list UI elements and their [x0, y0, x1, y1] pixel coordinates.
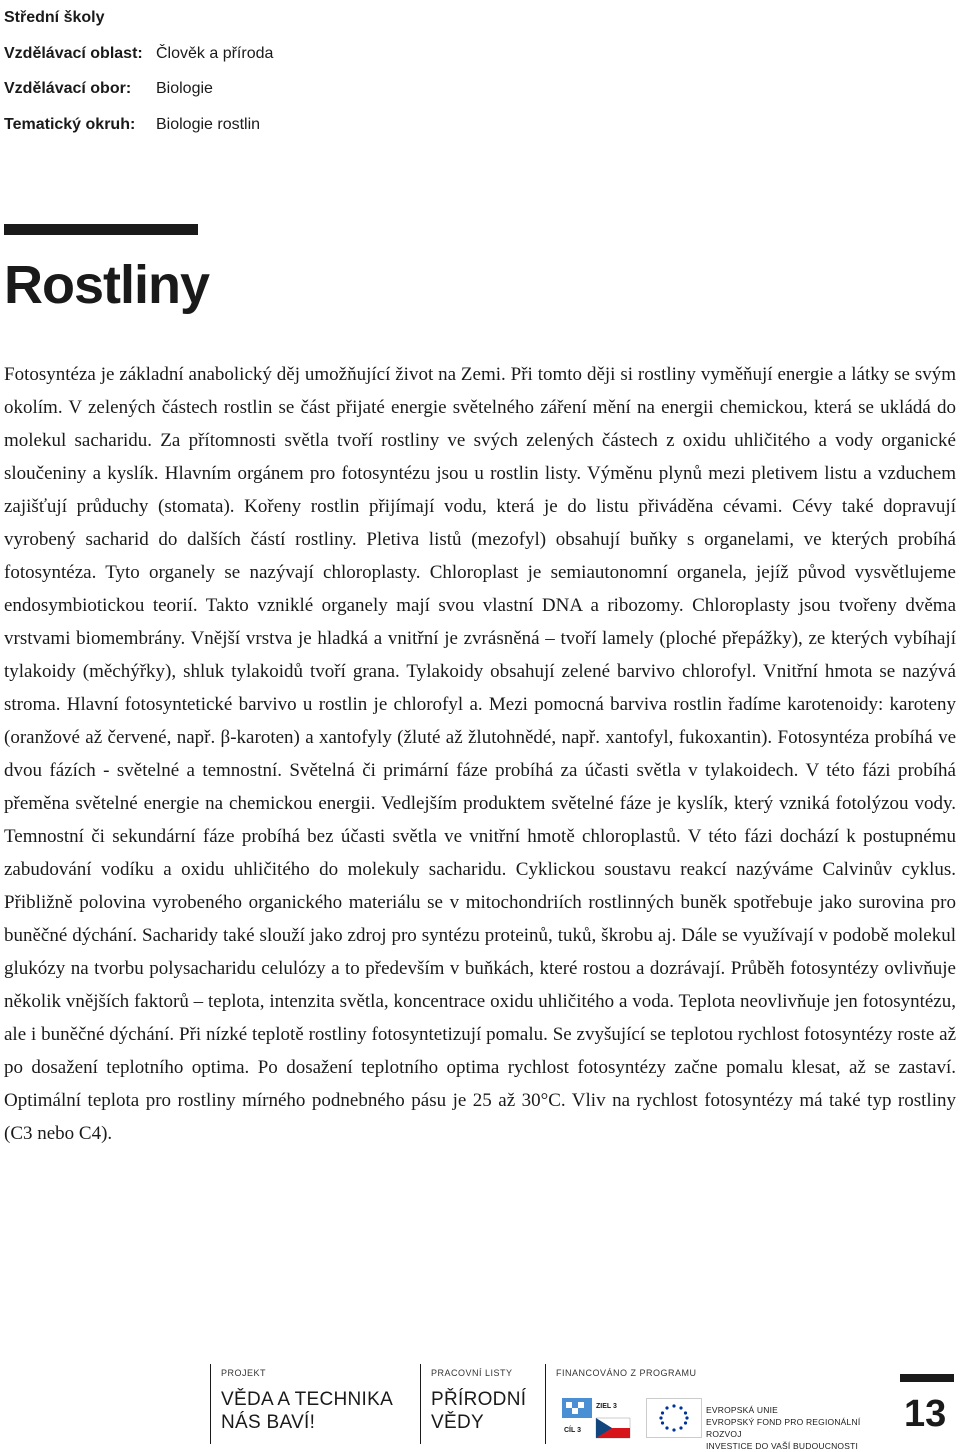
footer [0, 1364, 960, 1451]
project-title [221, 1388, 411, 1434]
project-caption: PROJEKT [221, 1368, 267, 1378]
title-rule [4, 224, 198, 235]
flag-label-cil: CÍL 3 [564, 1427, 581, 1434]
eu-line: EVROPSKÁ UNIE [706, 1405, 779, 1415]
meta-row-area [4, 36, 273, 72]
page-number: 13 [904, 1393, 947, 1435]
ziel3-cil3-logo [556, 1394, 636, 1440]
page-number-rule [900, 1374, 954, 1382]
flag-label-ziel: ZIEL 3 [596, 1403, 617, 1410]
school-level: Střední školy [4, 9, 105, 26]
worksheets-title-line: PŘÍRODNÍ [431, 1389, 527, 1410]
funding-caption: FINANCOVÁNO Z PROGRAMU [556, 1368, 697, 1378]
body-paragraph: Fotosyntéza je základní anabolický děj umožňující život na Zemi. Při tomto ději si rostliny vyměňují energie a látky se svým okolím. V zelených částech rostlin se část přijaté energie světelného záření mění na energii chemickou, která se ukládá do molekul sacharidu. Za přítomnosti světla tvoří rostliny ve svých zelených částech z oxidu uhličitého a vody organické sloučeniny a kyslík. Hlavním orgánem pro fotosyntézu jsou u rostlin listy. Výměnu plynů mezi pletivem listu a vzduchem zajišťují průduchy (stomata). Kořeny rostlin přijímají vodu, která je do listu přiváděna cévami. Cévy také dopravují vyrobený sacharid do dalších částí rostliny. Pletiva listů (mezofyl) obsahují buňky s organelami, ve kterých probíhá fotosyntéza. Tyto organely se nazývají chloroplasty. Chloroplast je semiautonomní organela, jejíž původ vysvětlujeme endosymbiotickou teorií. Takto vzniklé organely mají svou vlastní DNA a ribozomy. Chloroplasty jsou tvořeny dvěma vrstvami biomembrány. Vnější vrstva je hladká a vnitřní je zvrásněná – tvoří lamely (ploché přepážky), ze kterých vybíhají tylakoidy (měchýřky), shluk tylakoidů tvoří grana. Tylakoidy obsahují zelené barvivo chlorofyl. Vnitřní hmota se nazývá stroma. Hlavní fotosyntetické barvivo u rostlin je chlorofyl a. Mezi pomocná barviva rostlin řadíme karotenoidy: karoteny (oranžové až červené, např. β-karoten) a xantofyly (žluté až žlutohnědé, např. xantofyl, fukoxantin). Fotosyntéza probíhá ve dvou fázích - světelné a temnostní. Světelná či primární fáze probíhá za účasti světla v tylakoidech. V této fázi probíhá přeměna světelné energie na chemickou energii. Vedlejším produktem světelné fáze je kyslík, který vzniká fotolýzou vody. Temnostní či sekundární fáze probíhá bez účasti světla ve vnitřní hmotě chloroplastů. V této fázi dochází k postupnému zabudování vodíku a oxidu uhličitého do molekuly sacharidu. Cyklickou soustavu reakcí nazýváme Calvinův cyklus. Přibližně polovina vyrobeného organického materiálu se v mitochondriích rostlinných buněk spotřebuje jako surovina pro buněčné dýchání. Sacharidy také slouží jako zdroj pro syntézu proteinů, tuků, škrobu aj. Dále se využívají v podobě molekul glukózy na tvorbu polysacharidu celulózy a to především v buňkách, které rostou a dozrávají. Průběh fotosyntézy ovlivňuje několik vnějších faktorů – teplota, intenzita světla, koncentrace oxidu uhličitého a voda. Teplota neovlivňuje jen fotosyntézu, ale i buněčné dýchání. Při nízké teplotě rostliny fotosyntetizují pomalu. Se zvyšující se teplotou rychlost fotosyntézy roste až po dosažení teplotního optima. Po dosažení teplotního optima rychlost fotosyntézy začne pomalu klesat, až se zastaví. Optimální teplota pro rostliny mírného podnebného pásu je 25 až 30°C. Vliv na rychlost fotosyntézy má také typ rostliny (C3 nebo C4). [4, 364, 956, 1144]
meta-value: Biologie [156, 80, 213, 97]
eu-text [706, 1404, 896, 1452]
meta-row-topic [4, 107, 273, 143]
meta-label: Vzdělávací obor: [4, 80, 132, 97]
project-title-line: VĚDA A TECHNIKA [221, 1389, 394, 1410]
meta-label: Vzdělávací oblast: [4, 44, 143, 62]
project-title-line: NÁS BAVÍ! [221, 1412, 316, 1433]
eu-flag-icon [646, 1398, 702, 1438]
meta-row-subject [4, 71, 273, 107]
page-title: Rostliny [4, 255, 210, 315]
header-meta [4, 0, 273, 142]
eu-line: EVROPSKÝ FOND PRO REGIONÁLNÍ ROZVOJ [706, 1417, 861, 1439]
footer-project [210, 1364, 411, 1444]
meta-value: Člověk a příroda [156, 44, 274, 62]
meta-label: Tematický okruh: [4, 115, 136, 133]
footer-funding [545, 1364, 896, 1451]
meta-value: Biologie rostlin [156, 115, 261, 133]
worksheets-title-line: VĚDY [431, 1412, 484, 1433]
worksheets-title [431, 1388, 541, 1434]
footer-worksheets [420, 1364, 541, 1444]
eu-line: INVESTICE DO VAŠÍ BUDOUCNOSTI [706, 1441, 859, 1451]
worksheets-caption: PRACOVNÍ LISTY [431, 1368, 513, 1378]
